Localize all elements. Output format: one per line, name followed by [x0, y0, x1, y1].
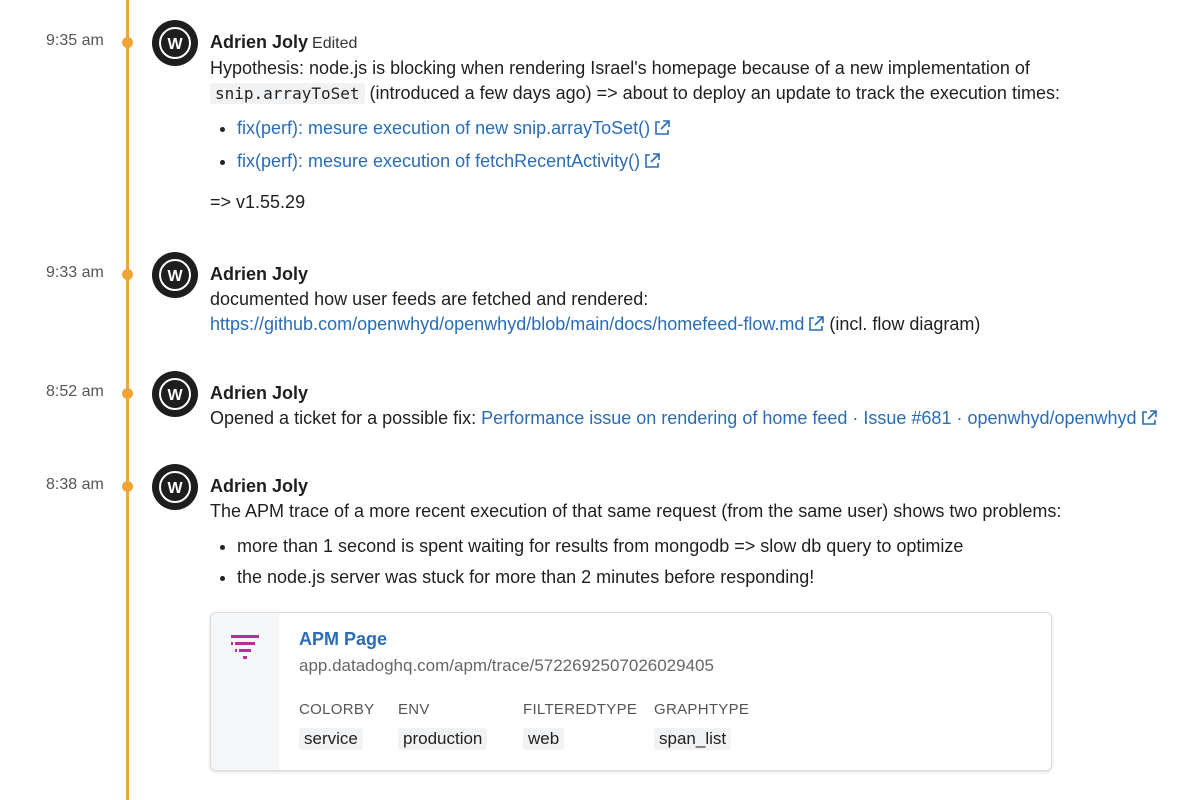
- author-name[interactable]: Adrien Joly: [210, 32, 309, 52]
- tag-value: web: [523, 728, 564, 750]
- tag-key: GRAPHTYPE: [654, 701, 750, 718]
- avatar[interactable]: [152, 252, 198, 298]
- svg-text:W: W: [167, 36, 183, 53]
- entry-time: 9:35 am: [46, 32, 104, 49]
- external-link-icon: [644, 151, 660, 176]
- timeline-line: [126, 0, 129, 800]
- avatar[interactable]: [152, 20, 198, 66]
- external-link-icon: [1141, 408, 1157, 433]
- message-suffix: (incl. flow diagram): [829, 314, 981, 334]
- svg-text:W: W: [167, 387, 183, 404]
- list-item: [237, 149, 1185, 176]
- apm-filter-icon: [229, 633, 261, 668]
- list-item: • the node.js server was stuck for more than 2 minutes before responding!: [237, 565, 1185, 590]
- tag-key: FILTEREDTYPE: [523, 701, 638, 718]
- version-text: => v1.55.29: [210, 192, 306, 212]
- timeline-dot: [122, 481, 133, 492]
- tag-key: ENV: [398, 701, 430, 718]
- tag-colorby: [299, 701, 374, 750]
- message-text: Opened a ticket for a possible fix:: [210, 408, 477, 428]
- commit-link[interactable]: fix(perf): mesure execution of fetchRecentActivity(): [237, 151, 641, 171]
- timeline-dot: [122, 388, 133, 399]
- message-text: The APM trace of a more recent execution of that same request (from the same user) shows two problems:: [210, 501, 1062, 521]
- avatar[interactable]: [152, 371, 198, 417]
- card-title[interactable]: APM Page: [299, 629, 388, 649]
- apm-preview-card[interactable]: [210, 612, 1052, 771]
- entry-content: [210, 474, 1185, 596]
- inline-code: snip.arrayToSet: [210, 83, 365, 104]
- message-text: (introduced a few days ago) => about to deploy an update to track the execution times:: [369, 83, 1060, 103]
- tag-key: COLORBY: [299, 701, 375, 718]
- commit-link[interactable]: fix(perf): mesure execution of new snip.arrayToSet(): [237, 118, 651, 138]
- entry-time: 8:52 am: [46, 383, 104, 400]
- tag-graphtype: [654, 701, 749, 750]
- author-name[interactable]: Adrien Joly: [210, 383, 309, 403]
- edited-label: Edited: [312, 35, 358, 52]
- author-name[interactable]: Adrien Joly: [210, 264, 309, 284]
- tag-value: span_list: [654, 728, 731, 750]
- tag-value: production: [398, 728, 487, 750]
- timeline-dot: [122, 37, 133, 48]
- entry-content: [210, 262, 1185, 339]
- avatar[interactable]: [152, 464, 198, 510]
- link-list: [210, 116, 1185, 176]
- author-name[interactable]: Adrien Joly: [210, 476, 309, 496]
- card-url: app.datadoghq.com/apm/trace/5722692507026029405: [299, 656, 714, 675]
- issue-link[interactable]: Performance issue on rendering of home feed · Issue #681 · openwhyd/openwhyd: [481, 408, 1137, 428]
- list-item: [237, 116, 1185, 143]
- entry-content: [210, 381, 1185, 433]
- list-item: • more than 1 second is spent waiting for results from mongodb => slow db query to optimize: [237, 534, 1185, 559]
- external-link-icon: [654, 118, 670, 143]
- message-text: Hypothesis: node.js is blocking when rendering Israel's homepage because of a new implementation of: [210, 58, 1030, 78]
- timeline-dot: [122, 269, 133, 280]
- entry-content: [210, 30, 1185, 215]
- entry-time: 9:33 am: [46, 264, 104, 281]
- svg-text:W: W: [167, 268, 183, 285]
- card-sidebar: [211, 613, 279, 770]
- tag-env: [398, 701, 487, 750]
- external-link-icon: [808, 314, 824, 339]
- tag-value: service: [299, 728, 363, 750]
- docs-link[interactable]: https://github.com/openwhyd/openwhyd/blob/main/docs/homefeed-flow.md: [210, 314, 805, 334]
- tag-filteredtype: [523, 701, 637, 750]
- message-text: documented how user feeds are fetched and rendered:: [210, 289, 649, 309]
- svg-text:W: W: [167, 480, 183, 497]
- bullet-list: [210, 534, 1185, 590]
- entry-time: 8:38 am: [46, 476, 104, 493]
